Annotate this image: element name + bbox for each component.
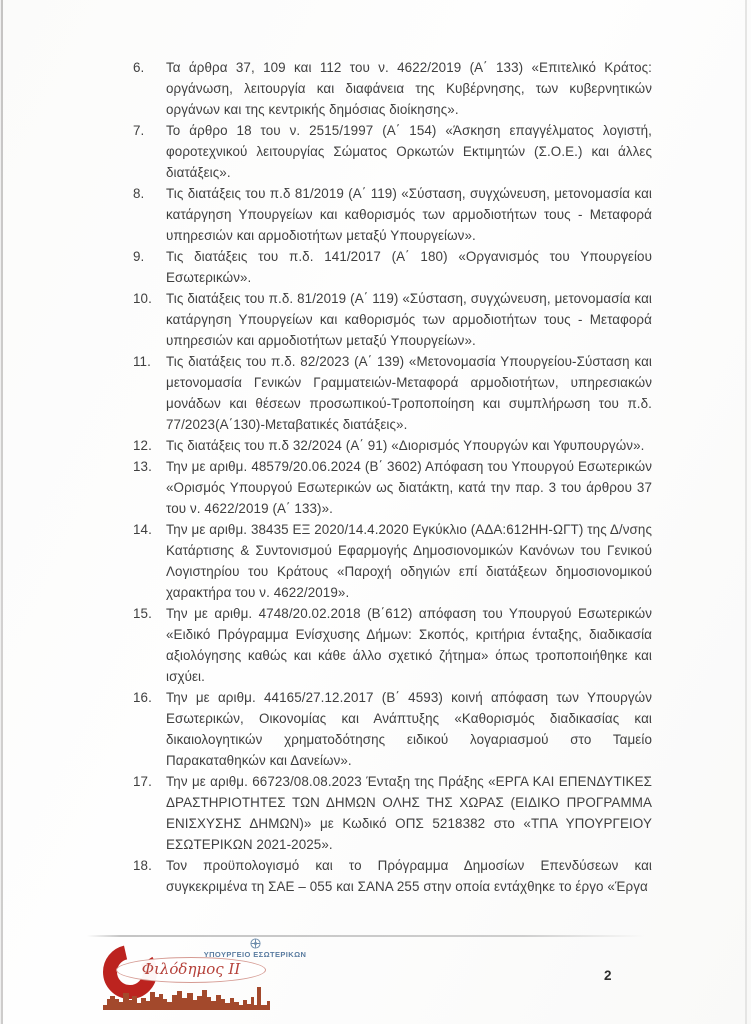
list-item-text: Τα άρθρα 37, 109 και 112 του ν. 4622/2019 (Α΄ 133) «Επιτελικό Κράτος: οργάνωση, λειτουργία και διαφάνεια της Κυβέρνησης, των κυβερνητικών οργάνων και της κεντρικής δημόσιας διοίκησης». (166, 60, 652, 117)
list-item-number: 17. (133, 774, 152, 789)
list-item-text: Την με αριθμ. 38435 ΕΞ 2020/14.4.2020 Εγκύκλιο (ΑΔΑ:612ΗΗ-ΩΓΤ) της Δ/νσης Κατάρτισης & Συντονισμού Εφαρμογής Δημοσιονομικών Κανόνων του Γενικού Λογιστηρίου του Κράτους «Παροχή οδηγιών επί διατάξεων δημοσιονομικού χαρακτήρα του ν. 4622/2019». (166, 522, 652, 600)
ministry-logo (195, 938, 315, 959)
list-item-text: Τις διατάξεις του π.δ. 141/2017 (Α΄ 180) «Οργανισμός του Υπουργείου Εσωτερικών». (166, 249, 652, 285)
list-item-number: 14. (133, 522, 152, 537)
list-item-number: 18. (133, 858, 152, 873)
footer-divider (87, 935, 645, 937)
list-item-number: 12. (133, 438, 152, 453)
list-item-text: Την με αριθμ. 4748/20.02.2018 (Β΄612) απόφαση του Υπουργού Εσωτερικών «Ειδικό Πρόγραμμα Ενίσχυσης Δήμων: Σκοπός, κριτήρια ένταξης, διαδικασία αξιολόγησης καθώς και κάθε άλλο σχετικό ζήτημα» όπως τροποποιήθηκε και ισχύει. (166, 606, 652, 684)
list-item (133, 435, 652, 456)
list-item-text: Τον προϋπολογισμό και το Πρόγραμμα Δημοσίων Επενδύσεων και συγκεκριμένα τη ΣΑΕ – 055 και ΣΑΝΑ 255 στην οποία εντάχθηκε το έργο «Έργα (166, 858, 652, 894)
list-item (133, 687, 652, 771)
ministry-emblem-icon (250, 938, 261, 949)
list-item-text: Την με αριθμ. 66723/08.08.2023 Ένταξη της Πράξης «ΕΡΓΑ ΚΑΙ ΕΠΕΝΔΥΤΙΚΕΣ ΔΡΑΣΤΗΡΙΟΤΗΤΕΣ ΤΩΝ ΔΗΜΩΝ ΟΛΗΣ ΤΗΣ ΧΩΡΑΣ (ΕΙΔΙΚΟ ΠΡΟΓΡΑΜΜΑ ΕΝΙΣΧΥΣΗΣ ΔΗΜΩΝ)» με Κωδικό ΟΠΣ 5218382 στο «ΤΠΑ ΥΠΟΥΡΓΕΙΟΥ ΕΣΩΤΕΡΙΚΩΝ 2021-2025». (166, 774, 652, 852)
list-item (133, 246, 652, 288)
list-item-number: 11. (133, 354, 151, 369)
page-right-edge (745, 0, 747, 1024)
filodimos-logo (100, 941, 315, 1019)
list-item-text: Το άρθρο 18 του ν. 2515/1997 (Α΄ 154) «Άσκηση επαγγέλματος λογιστή, φοροτεχνικού λειτουργίας Σώματος Ορκωτών Εκτιμητών (Σ.Ο.Ε.) και άλλες διατάξεις». (166, 123, 652, 180)
list-item-number: 15. (133, 606, 152, 621)
list-item-text: Τις διατάξεις του π.δ. 81/2019 (Α΄ 119) «Σύσταση, συγχώνευση, μετονομασία και κατάργηση Υπουργείων και καθορισμός των αρμοδιοτήτων τους - Μεταφορά υπηρεσιών και αρμοδιοτήτων μεταξύ Υπουργείων». (166, 291, 652, 348)
list-item-number: 9. (133, 249, 145, 264)
list-item (133, 120, 652, 183)
list-item (133, 456, 652, 519)
list-item-text: Τις διατάξεις του π.δ 81/2019 (Α΄ 119) «Σύσταση, συγχώνευση, μετονομασία και κατάργηση Υπουργείων και καθορισμός των αρμοδιοτήτων τους - Μεταφορά υπηρεσιών και αρμοδιοτήτων μεταξύ Υπουργείων». (166, 186, 652, 243)
list-item-number: 13. (133, 459, 152, 474)
list-item (133, 183, 652, 246)
logo-oval (116, 957, 266, 983)
city-skyline-icon (103, 983, 271, 1010)
logo-title: Φιλόδημος ΙΙ (141, 960, 241, 978)
list-item-number: 6. (133, 60, 145, 75)
list-item-text: Τις διατάξεις του π.δ. 82/2023 (Α΄ 139) «Μετονομασία Υπουργείου-Σύσταση και μετονομασία Γενικών Γραμματειών-Μεταφορά αρμοδιοτήτων, υπηρεσιακών μονάδων και θέσεων προσωπικού-Τροποποίηση και συμπλήρωση του π.δ. 77/2023(Α΄130)-Μεταβατικές διατάξεις». (166, 354, 652, 432)
list-item (133, 351, 652, 435)
list-item-number: 10. (133, 291, 152, 306)
list-item (133, 603, 652, 687)
ministry-label: ΥΠΟΥΡΓΕΙΟ ΕΣΩΤΕΡΙΚΩΝ (203, 950, 307, 959)
list-item-text: Την με αριθμ. 48579/20.06.2024 (Β΄ 3602) Απόφαση του Υπουργού Εσωτερικών «Ορισμός Υπουργού Εσωτερικών ως διατάκτη, κατά την παρ. 3 του άρθρου 37 του ν. 4622/2019 (Α΄ 133)». (166, 459, 652, 516)
list-item (133, 855, 652, 897)
list-item (133, 57, 652, 120)
page-left-edge (1, 0, 3, 1024)
list-item-number: 16. (133, 690, 152, 705)
page-number: 2 (604, 968, 612, 983)
list-item-text: Τις διατάξεις του π.δ 32/2024 (Α΄ 91) «Διορισμός Υπουργών και Υφυπουργών». (166, 438, 645, 453)
list-item-number: 8. (133, 186, 145, 201)
reference-list (133, 57, 652, 897)
list-item (133, 771, 652, 855)
list-item-text: Την με αριθμ. 44165/27.12.2017 (Β΄ 4593) κοινή απόφαση των Υπουργών Εσωτερικών, Οικονομίας και Ανάπτυξης «Καθορισμός διαδικασίας και δικαιολογητικών χρηματοδότησης ειδικού λογαριασμού στο Ταμείο Παρακαταθηκών και Δανείων». (166, 690, 652, 768)
list-item (133, 288, 652, 351)
list-item-number: 7. (133, 123, 145, 138)
list-item (133, 519, 652, 603)
